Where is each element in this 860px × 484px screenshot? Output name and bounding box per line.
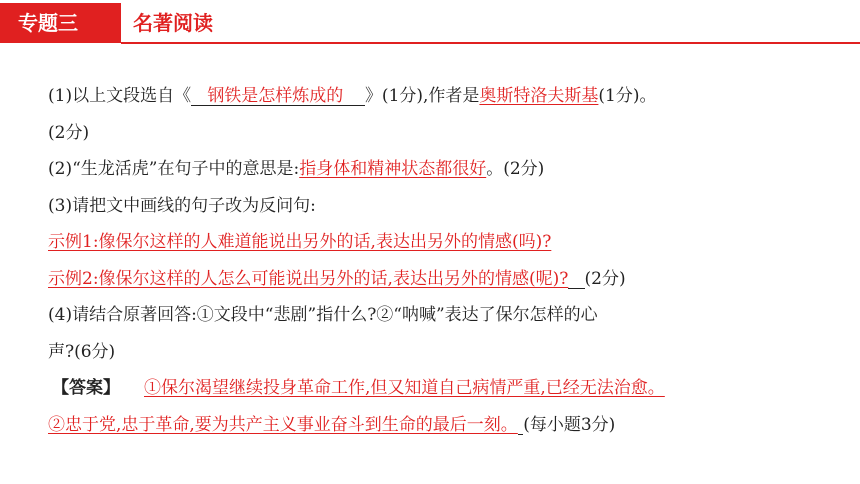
header-divider bbox=[121, 42, 860, 44]
q2-suffix: 。(2分) bbox=[486, 159, 545, 179]
question-1-total-line bbox=[48, 115, 848, 152]
answer-label: 【答案】 bbox=[52, 378, 120, 398]
q2-prefix: (2)“生龙活虎”在句子中的意思是: bbox=[48, 159, 300, 179]
q3-example-2: 示例2:像保尔这样的人怎么可能说出另外的话,表达出另外的情感(呢)? bbox=[48, 268, 569, 289]
question-2-line bbox=[48, 151, 848, 188]
q1-mid: 》(1分),作者是 bbox=[364, 86, 480, 106]
q4-answer-line-2 bbox=[48, 407, 848, 444]
q4-answer-line-1 bbox=[48, 370, 848, 407]
section-title: 名著阅读 bbox=[133, 11, 213, 35]
question-4-line-1 bbox=[48, 297, 848, 334]
q1-blank-book bbox=[191, 87, 365, 106]
q1-answer-author: 奥斯特洛夫斯基 bbox=[479, 86, 599, 106]
q4-prompt-line-2: 声?(6分) bbox=[48, 341, 116, 362]
question-4-line-2 bbox=[48, 334, 848, 371]
q3-example-2-blank bbox=[568, 270, 584, 289]
q4-answer-2: ②忠于党,忠于革命,要为共产主义事业奋斗到生命的最后一刻。 bbox=[48, 414, 518, 435]
q3-example-1: 示例1:像保尔这样的人难道能说出另外的话,表达出另外的情感(吗)? bbox=[48, 232, 552, 252]
q4-answer-1: ①保尔渴望继续投身革命工作,但又知道自己病情严重,已经无法治愈。 bbox=[144, 378, 665, 398]
q4-prompt-line-1: (4)请结合原著回答:①文段中“悲剧”指什么?②“呐喊”表达了保尔怎样的心 bbox=[48, 305, 598, 325]
q1-answer-book: 钢铁是怎样炼成的 bbox=[207, 86, 344, 106]
q3-score: (2分) bbox=[584, 268, 626, 289]
q3-example-2-line bbox=[48, 261, 848, 298]
q1-prefix: (1)以上文段选自《 bbox=[48, 86, 192, 106]
q3-example-1-line bbox=[48, 224, 848, 261]
q4-score: (每小题3分) bbox=[523, 414, 616, 435]
q1-total-score: (2分) bbox=[48, 122, 90, 143]
question-3-line bbox=[48, 188, 848, 225]
q2-answer: 指身体和精神状态都很好 bbox=[299, 159, 487, 179]
topic-badge: 专题三 bbox=[0, 3, 121, 43]
header-bar bbox=[0, 0, 860, 46]
question-1-line bbox=[48, 78, 848, 115]
q3-prompt: (3)请把文中画线的句子改为反问句: bbox=[48, 195, 316, 216]
q1-suffix: (1分)。 bbox=[598, 86, 657, 106]
question-content bbox=[48, 78, 848, 443]
